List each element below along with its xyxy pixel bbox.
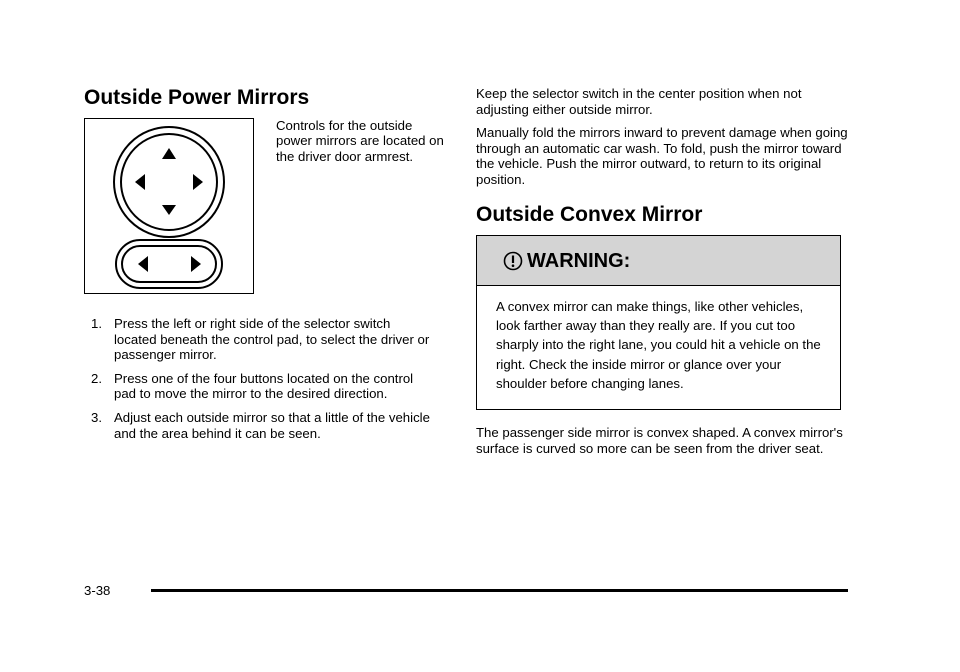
arrow-down-icon <box>162 205 176 215</box>
step-number: 2. <box>91 370 102 386</box>
warning-icon <box>503 251 523 271</box>
section-heading-convex-mirror: Outside Convex Mirror <box>476 203 703 226</box>
step-number: 1. <box>91 316 102 331</box>
step-number: 3. <box>91 409 102 425</box>
section-heading-power-mirrors: Outside Power Mirrors <box>84 86 310 109</box>
paragraph-selector-switch: Keep the selector switch in the center position when not adjusting either outside mirror. <box>476 86 802 117</box>
selector-left-arrow-icon <box>138 256 148 272</box>
mirror-control-figure <box>84 118 254 294</box>
paragraph-convex-shape: The passenger side mirror is convex shaped. A convex mirror's surface is curved so more can be seen from the driver seat. <box>476 425 843 456</box>
warning-text: A convex mirror can make things, like other vehicles, look farther away than they really are. If you cut too sharply into the right lane, you could hit a vehicle on the right. Check the inside mirror or glance over your shoulder before changing lanes. <box>496 299 821 391</box>
page-number: 3-38 <box>84 583 111 598</box>
figure-caption: Controls for the outside power mirrors are located on the driver door armrest. <box>276 118 444 164</box>
footer-divider <box>151 589 848 592</box>
selector-right-arrow-icon <box>191 256 201 272</box>
right-column-top <box>476 86 848 196</box>
arrow-left-icon <box>135 174 145 190</box>
list-item <box>84 371 436 402</box>
arrow-up-icon <box>162 148 176 159</box>
steps-list <box>84 316 436 449</box>
mirror-control-pad-illustration <box>85 119 252 292</box>
step-text: Press one of the four buttons located on the control pad to move the mirror to the desired direction. <box>114 370 414 402</box>
step-text: Press the left or right side of the selector switch located beneath the control pad, to select the driver or passenger mirror. <box>114 316 430 363</box>
warning-title: WARNING: <box>527 250 631 272</box>
list-item <box>84 316 436 363</box>
warning-header <box>477 236 840 286</box>
paragraph-fold-mirrors: Manually fold the mirrors inward to prevent damage when going through an automatic car wash. To fold, push the mirror toward the vehicle. Push the mirror outward, to return to its original position. <box>476 125 848 187</box>
step-text: Adjust each outside mirror so that a little of the vehicle and the area behind it can be seen. <box>114 409 430 441</box>
arrow-right-icon <box>193 174 203 190</box>
warning-box <box>476 235 841 410</box>
list-item <box>84 410 436 441</box>
